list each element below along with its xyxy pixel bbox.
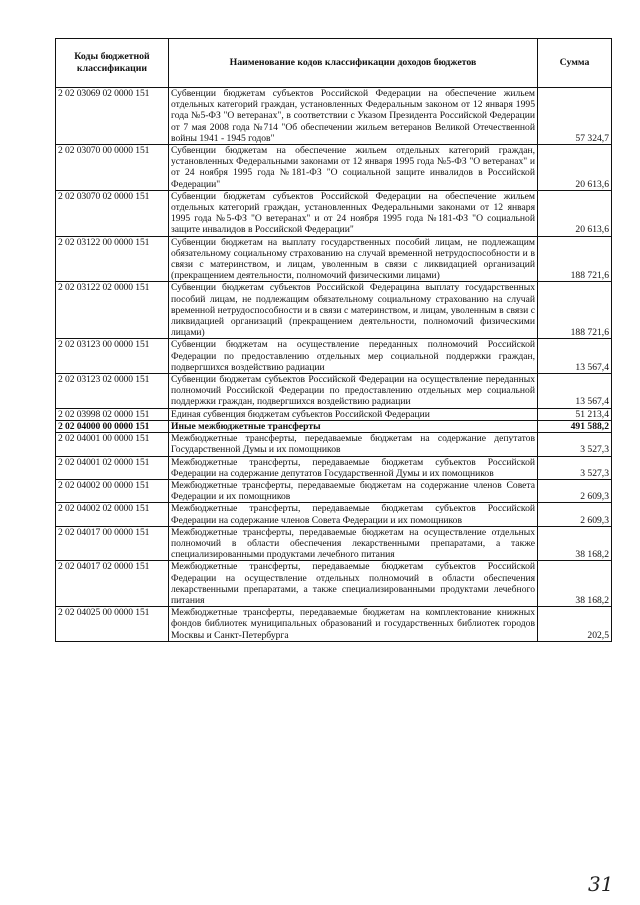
table-row xyxy=(56,88,612,145)
name-cell: Субвенции бюджетам на осуществление переданных полномочий Российской Федерации по предоставлению отдельных мер социальной поддержки граждан, подвергшихся воздействию радиации xyxy=(169,339,538,374)
code-cell: 2 02 03070 02 0000 151 xyxy=(56,190,169,236)
code-cell: 2 02 03069 02 0000 151 xyxy=(56,88,169,145)
name-cell: Межбюджетные трансферты, передаваемые бюджетам субъектов Российской Федерации на содержание членов Совета Федерации и их помощников xyxy=(169,503,538,526)
sum-cell: 57 324,7 xyxy=(538,88,612,145)
sum-cell: 3 527,3 xyxy=(538,456,612,479)
code-cell: 2 02 04017 02 0000 151 xyxy=(56,561,169,607)
name-cell: Субвенции бюджетам на обеспечение жильем отдельных категорий граждан, установленных Федеральными законами от 12 января 1995 года №5-ФЗ "О ветеранах" и от 24 ноября 1995 года №181-ФЗ "О социальной защите инвалидов в Российской Федерации" xyxy=(169,145,538,191)
sum-cell: 38 168,2 xyxy=(538,561,612,607)
sum-cell: 202,5 xyxy=(538,607,612,642)
name-cell: Субвенции бюджетам субъектов Российской Федерации на обеспечение жильем отдельных категорий граждан, установленных Федеральным законом от 12 января 1995 года №5-ФЗ "О ветеранах", в соответствии с Указом Президента Российской Федерации от 7 мая 2008 года №714 "Об обеспечении жильем ветеранов Великой Отечественной войны 1941 - 1945 годов" xyxy=(169,88,538,145)
table-row xyxy=(56,607,612,642)
table-row xyxy=(56,433,612,456)
table-row xyxy=(56,339,612,374)
table-body xyxy=(56,88,612,642)
code-cell: 2 02 04025 00 0000 151 xyxy=(56,607,169,642)
sum-cell: 38 168,2 xyxy=(538,526,612,561)
page-number: 31 xyxy=(588,872,614,896)
sum-cell: 2 609,3 xyxy=(538,503,612,526)
name-cell: Межбюджетные трансферты, передаваемые бюджетам субъектов Российской Федерации на осуществление отдельных полномочий в области обеспечения лекарственными препаратами, а также специализированными продуктами лечебного питания xyxy=(169,561,538,607)
name-cell: Межбюджетные трансферты, передаваемые бюджетам на комплектование книжных фондов библиотек муниципальных образований и государственных библиотек городов Москвы и Санкт-Петербурга xyxy=(169,607,538,642)
code-cell: 2 02 03998 02 0000 151 xyxy=(56,408,169,420)
table-row xyxy=(56,503,612,526)
code-cell: 2 02 04002 00 0000 151 xyxy=(56,479,169,502)
name-cell: Межбюджетные трансферты, передаваемые бюджетам на содержание депутатов Государственной Думы и их помощников xyxy=(169,433,538,456)
table-row xyxy=(56,236,612,282)
sum-cell: 20 613,6 xyxy=(538,145,612,191)
sum-cell: 3 527,3 xyxy=(538,433,612,456)
code-cell: 2 02 04001 02 0000 151 xyxy=(56,456,169,479)
table-header-row xyxy=(56,39,612,88)
budget-revenue-table xyxy=(55,38,612,642)
code-cell: 2 02 04000 00 0000 151 xyxy=(56,420,169,432)
sum-cell: 188 721,6 xyxy=(538,236,612,282)
sum-cell: 51 213,4 xyxy=(538,408,612,420)
name-cell: Межбюджетные трансферты, передаваемые бюджетам на содержание членов Совета Федерации и их помощников xyxy=(169,479,538,502)
table-row xyxy=(56,408,612,420)
sum-cell: 13 567,4 xyxy=(538,339,612,374)
code-cell: 2 02 03122 00 0000 151 xyxy=(56,236,169,282)
table-row xyxy=(56,561,612,607)
name-cell: Иные межбюджетные трансферты xyxy=(169,420,538,432)
code-cell: 2 02 04017 00 0000 151 xyxy=(56,526,169,561)
name-cell: Субвенции бюджетам субъектов Российской Федерации на обеспечение жильем отдельных категорий граждан, установленных Федеральными законами от 12 января 1995 года №5-ФЗ "О ветеранах" и от 24 ноября 1995 года №181-ФЗ "О социальной защите инвалидов в Российской Федерации" xyxy=(169,190,538,236)
header-name: Наименование кодов классификации доходов бюджетов xyxy=(169,39,538,88)
code-cell: 2 02 03123 00 0000 151 xyxy=(56,339,169,374)
name-cell: Межбюджетные трансферты, передаваемые бюджетам на осуществление отдельных полномочий в области обеспечения лекарственными препаратами, а также специализированными продуктами лечебного питания xyxy=(169,526,538,561)
code-cell: 2 02 03070 00 0000 151 xyxy=(56,145,169,191)
sum-cell: 13 567,4 xyxy=(538,374,612,409)
code-cell: 2 02 03123 02 0000 151 xyxy=(56,374,169,409)
name-cell: Межбюджетные трансферты, передаваемые бюджетам субъектов Российской Федерации на содержание депутатов Государственной Думы и их помощников xyxy=(169,456,538,479)
sum-cell: 2 609,3 xyxy=(538,479,612,502)
code-cell: 2 02 04002 02 0000 151 xyxy=(56,503,169,526)
sum-cell: 188 721,6 xyxy=(538,282,612,339)
name-cell: Единая субвенция бюджетам субъектов Российской Федерации xyxy=(169,408,538,420)
table-row xyxy=(56,420,612,432)
sum-cell: 20 613,6 xyxy=(538,190,612,236)
table-row xyxy=(56,145,612,191)
table-row xyxy=(56,526,612,561)
table-row xyxy=(56,282,612,339)
code-cell: 2 02 03122 02 0000 151 xyxy=(56,282,169,339)
table-row xyxy=(56,190,612,236)
table-row xyxy=(56,479,612,502)
header-code: Коды бюджетной классификации xyxy=(56,39,169,88)
sum-cell: 491 588,2 xyxy=(538,420,612,432)
name-cell: Субвенции бюджетам субъектов Российской Федерацина выплату государственных пособий лицам, не подлежащим обязательному социальному страхованию на случай временной нетрудоспособности и в связи с материнством, и лицам, уволенным в связи с ликвидацией организаций (прекращением деятельности, полномочий физическими лицами) xyxy=(169,282,538,339)
name-cell: Субвенции бюджетам субъектов Российской Федерации на осуществление переданных полномочий Российской Федерации по предоставлению отдельных мер социальной поддержки граждан, подвергшихся воздействию радиации xyxy=(169,374,538,409)
table-row xyxy=(56,374,612,409)
name-cell: Субвенции бюджетам на выплату государственных пособий лицам, не подлежащим обязательному социальному страхованию на случай временной нетрудоспособности и в связи с материнством, и лицам, уволенным в связи с ликвидацией организаций (прекращением деятельности, полномочий физическими лицами) xyxy=(169,236,538,282)
code-cell: 2 02 04001 00 0000 151 xyxy=(56,433,169,456)
header-sum: Сумма xyxy=(538,39,612,88)
table-row xyxy=(56,456,612,479)
